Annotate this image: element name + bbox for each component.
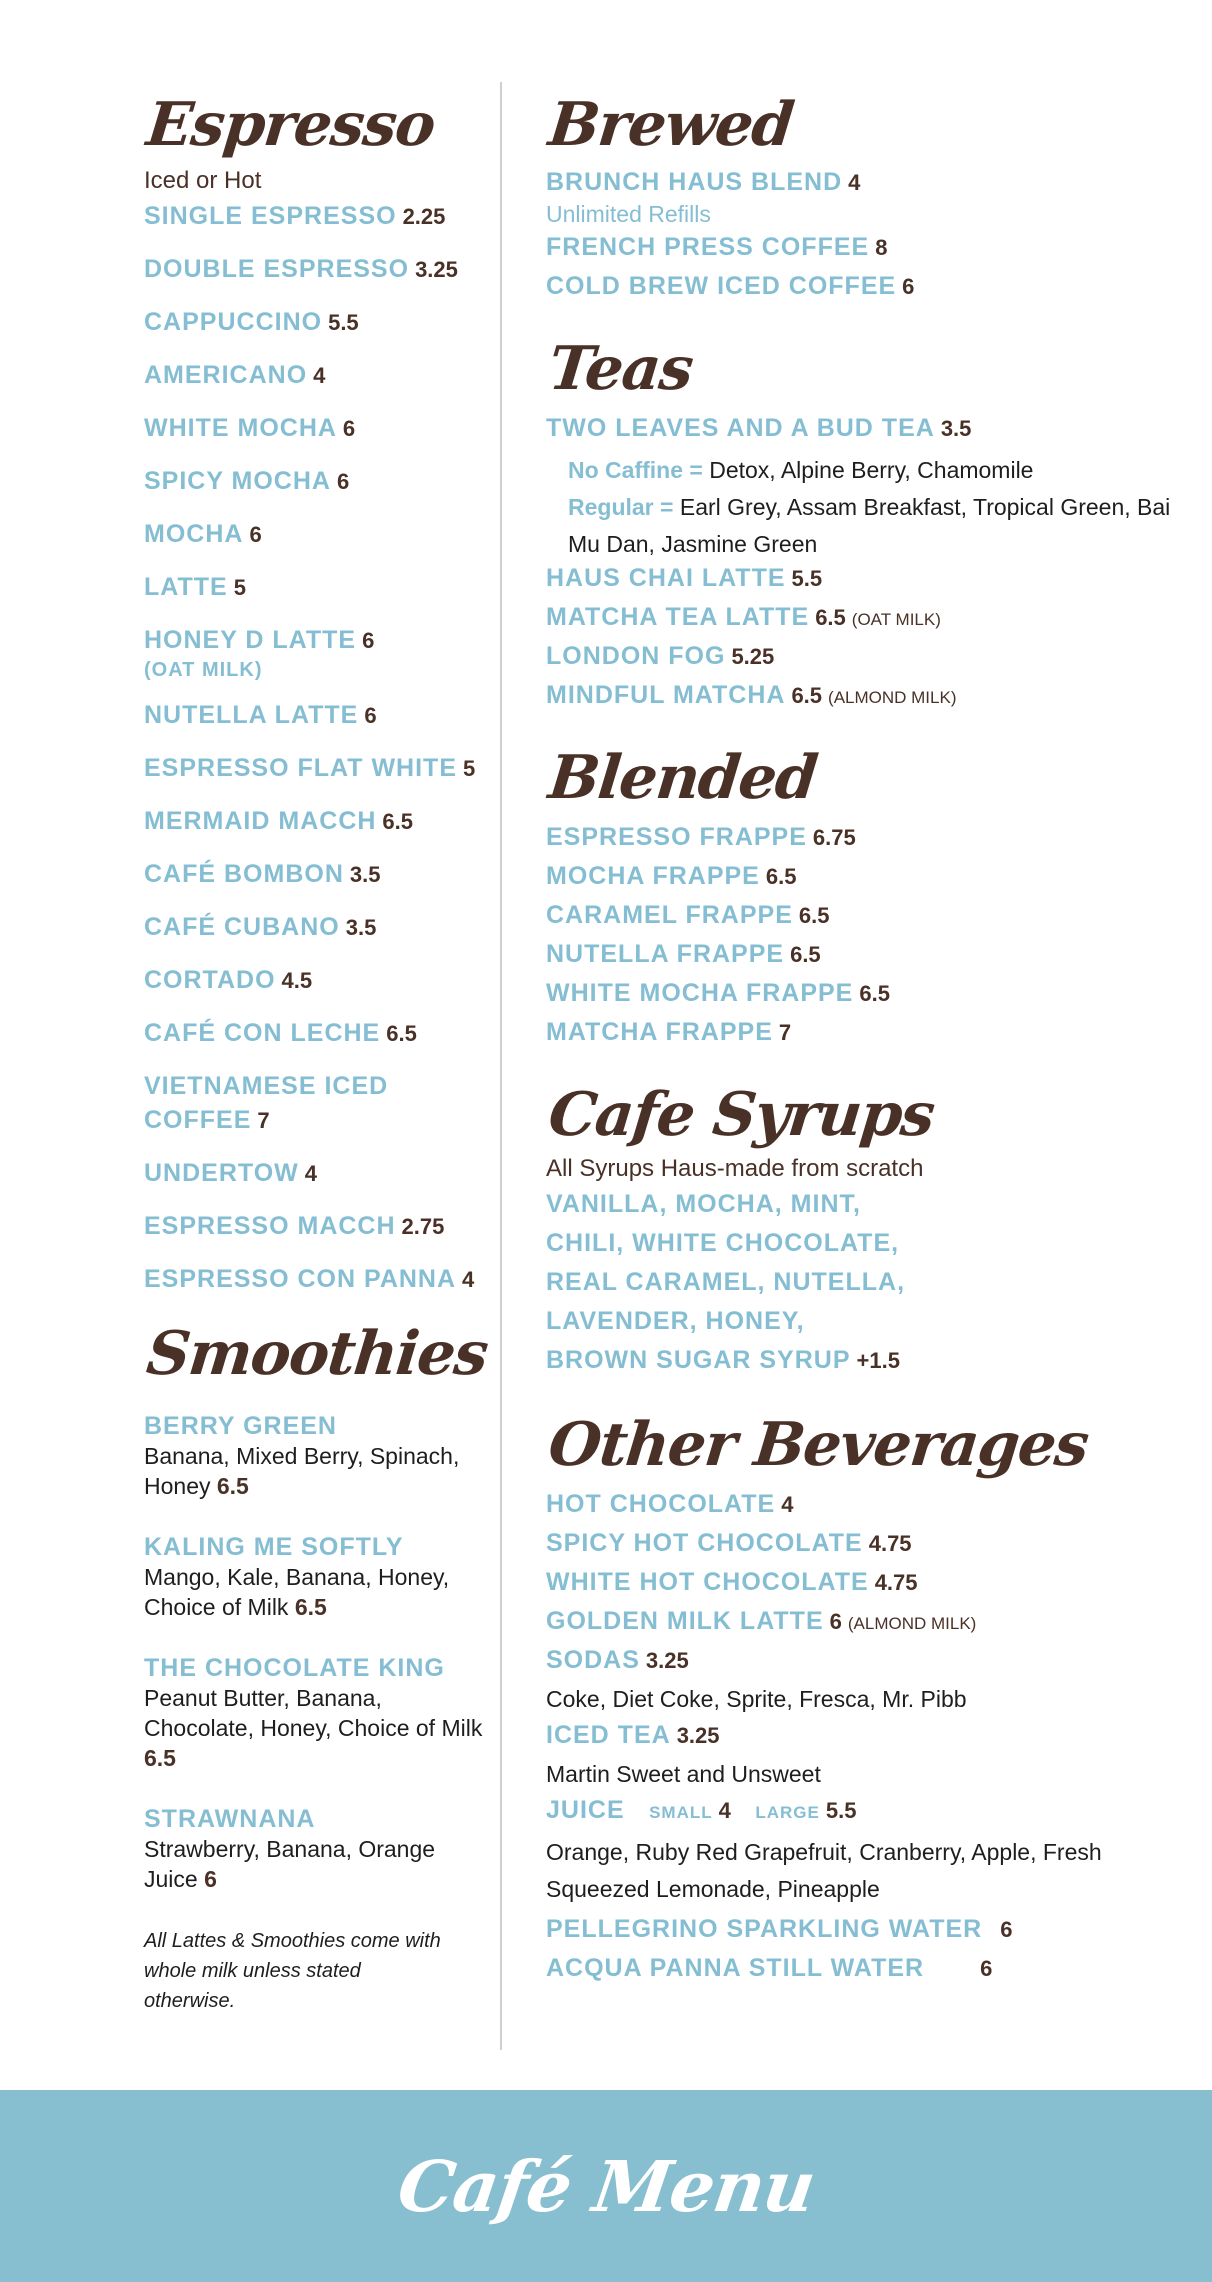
menu-item — [546, 1606, 1186, 1640]
large-label: LARGE — [755, 1803, 820, 1822]
smoothie-desc — [144, 1441, 489, 1501]
banner-title: Café Menu — [392, 2144, 820, 2228]
item-name: ESPRESSO FLAT WHITE — [144, 754, 457, 782]
item-name: MOCHA FRAPPE — [546, 862, 760, 890]
item-name: SPICY HOT CHOCOLATE — [546, 1529, 863, 1557]
item-price: 6 — [336, 469, 350, 494]
item-name: CAPPUCCINO — [144, 308, 323, 336]
syrup-line — [546, 1228, 1186, 1262]
menu-item — [546, 1720, 1186, 1754]
item-price: 3.25 — [676, 1723, 720, 1748]
item-name: HONEY D LATTE — [144, 626, 357, 654]
item-name: GOLDEN MILK LATTE — [546, 1607, 824, 1635]
item-name: CAFÉ CUBANO — [144, 913, 340, 941]
item-name: HOT CHOCOLATE — [546, 1490, 776, 1518]
item-price: 2.75 — [401, 1214, 445, 1239]
item-name: JUICE — [546, 1796, 625, 1824]
item-name: DOUBLE ESPRESSO — [144, 255, 410, 283]
item-name: TWO LEAVES AND A BUD TEA — [546, 414, 935, 442]
item-name: MERMAID MACCH — [144, 807, 377, 835]
brewed-heading: Brewed — [545, 90, 797, 160]
item-price: 6 — [249, 522, 262, 547]
item-name: WHITE MOCHA — [144, 414, 337, 442]
item-name: WHITE HOT CHOCOLATE — [546, 1568, 869, 1596]
no-caffine-list: Detox, Alpine Berry, Chamomile — [709, 457, 1034, 483]
syrups-subtitle: All Syrups Haus-made from scratch — [546, 1155, 924, 1182]
item-price: 6 — [829, 1609, 842, 1634]
item-price: 6 — [362, 628, 375, 653]
item-price: 6 — [364, 703, 377, 728]
menu-item — [144, 413, 489, 447]
item-price: 4 — [313, 363, 326, 388]
item-price: 6.75 — [812, 825, 856, 850]
item-price: 5.25 — [731, 644, 775, 669]
sodas-desc: Coke, Diet Coke, Sprite, Fresca, Mr. Pibb — [546, 1686, 967, 1712]
smoothie-price: 6.5 — [144, 1745, 176, 1771]
item-name: MOCHA — [144, 520, 244, 548]
syrup-price: +1.5 — [856, 1348, 900, 1373]
item-name: CAFÉ BOMBON — [144, 860, 344, 888]
item-price: 6.5 — [765, 864, 797, 889]
no-caffine-teas — [546, 452, 1186, 489]
smoothie-list — [144, 1412, 489, 1894]
item-name: MINDFUL MATCHA — [546, 681, 786, 709]
item-price: 3.5 — [940, 416, 972, 441]
menu-item — [144, 859, 489, 893]
item-price: 5.5 — [791, 566, 823, 591]
item-price: 4 — [462, 1267, 475, 1292]
footnote: All Lattes & Smoothies come with whole milk unless stated otherwise. — [144, 1930, 441, 2012]
item-price: 6.5 — [386, 1021, 417, 1046]
blended-list — [546, 822, 1186, 1051]
item-name: ESPRESSO MACCH — [144, 1212, 396, 1240]
menu-item — [546, 900, 1186, 934]
teas-items — [546, 563, 1186, 714]
large-price: 5.5 — [825, 1798, 857, 1823]
menu-item — [144, 360, 489, 394]
regular-label: Regular = — [568, 494, 674, 520]
menu-item — [144, 572, 489, 606]
item-name: ESPRESSO FRAPPE — [546, 823, 807, 851]
syrup-line — [546, 1306, 1186, 1340]
smoothie-name: KALING ME SOFTLY — [144, 1533, 404, 1561]
smoothie-item — [144, 1805, 489, 1894]
item-price: 4 — [304, 1161, 318, 1186]
menu-item — [144, 625, 489, 681]
footer-banner — [0, 2090, 1212, 2282]
menu-item — [144, 806, 489, 840]
syrup-line — [546, 1267, 1186, 1301]
item-price: 7 — [778, 1020, 792, 1045]
smoothie-name: STRAWNANA — [144, 1805, 316, 1833]
menu-item — [546, 1953, 1186, 1987]
item-name: VIETNAMESE ICED COFFEE — [144, 1072, 389, 1134]
other-heading: Other Beverages — [545, 1410, 1091, 1480]
menu-item — [546, 1795, 1186, 1829]
item-name: MATCHA TEA LATTE — [546, 603, 810, 631]
menu-item — [144, 1018, 489, 1052]
menu-item — [144, 519, 489, 553]
menu-item — [546, 861, 1186, 895]
item-name: SODAS — [546, 1646, 640, 1674]
menu-item — [546, 1914, 1186, 1948]
smoothie-ingredients: Strawberry, Banana, Orange Juice — [144, 1836, 436, 1892]
item-name: ACQUA PANNA STILL WATER — [546, 1954, 925, 1982]
menu-item — [144, 254, 489, 288]
item-name: MATCHA FRAPPE — [546, 1018, 773, 1046]
menu-item — [144, 201, 489, 235]
item-name: LONDON FOG — [546, 642, 726, 670]
syrup-flavors: REAL CARAMEL, NUTELLA, — [546, 1268, 906, 1296]
right-column — [545, 90, 1186, 1992]
item-price: 5 — [463, 756, 476, 781]
syrup-flavors: VANILLA, MOCHA, MINT, — [546, 1190, 861, 1218]
menu-item — [546, 232, 1186, 266]
item-price: 4.75 — [874, 1570, 918, 1595]
item-price: 6 — [902, 274, 915, 299]
menu-item — [546, 563, 1186, 597]
item-price: 6.5 — [382, 809, 414, 834]
smoothie-price: 6 — [204, 1866, 217, 1892]
smoothie-desc — [144, 1562, 489, 1622]
smoothie-price: 6.5 — [294, 1594, 327, 1620]
menu-item — [546, 680, 1186, 714]
menu-item — [546, 978, 1186, 1012]
milk-note: (OAT MILK) — [851, 610, 941, 629]
item-name: CAFÉ CON LECHE — [144, 1019, 381, 1047]
item-name: PELLEGRINO SPARKLING WATER — [546, 1915, 983, 1943]
smoothie-item — [144, 1412, 489, 1501]
regular-list: Earl Grey, Assam Breakfast, Tropical Green, Bai Mu Dan, Jasmine Green — [568, 494, 1171, 557]
menu-item — [546, 822, 1186, 856]
item-price: 6.5 — [859, 981, 890, 1006]
item-price: 3.25 — [415, 257, 458, 282]
left-column — [143, 90, 491, 2016]
menu-item — [546, 413, 1186, 447]
blended-heading: Blended — [545, 743, 820, 813]
item-name: COLD BREW ICED COFFEE — [546, 272, 897, 300]
item-price: 2.25 — [402, 204, 446, 229]
syrups-heading: Cafe Syrups — [545, 1080, 938, 1150]
item-price: 5 — [233, 575, 246, 600]
item-price: 4.75 — [868, 1531, 912, 1556]
item-name: HAUS CHAI LATTE — [546, 564, 786, 592]
menu-item — [144, 1211, 489, 1245]
item-name: UNDERTOW — [144, 1159, 299, 1187]
juice-desc: Orange, Ruby Red Grapefruit, Cranberry, Apple, Fresh Squeezed Lemonade, Pineapple — [546, 1839, 1102, 1902]
menu-item — [144, 700, 489, 734]
item-price: 8 — [875, 235, 888, 260]
item-price: 6.5 — [798, 903, 830, 928]
smoothies-heading: Smoothies — [143, 1319, 491, 1389]
item-name: AMERICANO — [144, 361, 308, 389]
item-name: WHITE MOCHA FRAPPE — [546, 979, 854, 1007]
item-name: LATTE — [144, 573, 228, 601]
syrup-flavors: LAVENDER, HONEY, — [546, 1307, 805, 1335]
item-name: SINGLE ESPRESSO — [144, 202, 397, 230]
syrup-line — [546, 1189, 1186, 1223]
item-price: 3.5 — [345, 915, 377, 940]
syrup-line — [546, 1345, 1186, 1379]
other-list — [546, 1489, 1186, 1987]
milk-note: (OAT MILK) — [144, 659, 263, 681]
item-name: BRUNCH HAUS BLEND — [546, 168, 843, 196]
menu-item — [144, 912, 489, 946]
menu-item — [546, 602, 1186, 636]
item-price: 4 — [781, 1492, 794, 1517]
regular-teas — [546, 489, 1186, 563]
menu-item — [144, 965, 489, 999]
item-price: 6 — [980, 1956, 993, 1981]
smoothie-price: 6.5 — [216, 1473, 249, 1499]
refill-note: Unlimited Refills — [546, 201, 711, 227]
menu-item — [546, 167, 1186, 227]
item-name: CARAMEL FRAPPE — [546, 901, 793, 929]
smoothie-ingredients: Banana, Mixed Berry, Spinach, Honey — [144, 1443, 460, 1499]
item-name: NUTELLA LATTE — [144, 701, 359, 729]
item-price: 4 — [848, 170, 861, 195]
menu-item — [546, 1645, 1186, 1679]
item-price: 4.5 — [281, 968, 313, 993]
menu-item — [144, 1158, 489, 1192]
item-price: 6.5 — [815, 605, 846, 630]
menu-item — [144, 753, 489, 787]
item-price: 6 — [342, 416, 356, 441]
item-price: 6.5 — [790, 942, 821, 967]
menu-item — [144, 466, 489, 500]
small-price: 4 — [718, 1798, 731, 1823]
syrup-flavors: BROWN SUGAR SYRUP — [546, 1346, 851, 1374]
item-name: CORTADO — [144, 966, 276, 994]
menu-item — [144, 1264, 489, 1298]
smoothie-ingredients: Peanut Butter, Banana, Chocolate, Honey, Choice of Milk — [144, 1685, 483, 1741]
iced-tea-desc: Martin Sweet and Unsweet — [546, 1761, 821, 1787]
teas-list — [546, 413, 1186, 714]
menu-item — [144, 307, 489, 341]
item-name: ICED TEA — [546, 1721, 671, 1749]
item-price: 7 — [257, 1108, 270, 1133]
smoothie-ingredients: Mango, Kale, Banana, Honey, Choice of Milk — [144, 1564, 450, 1620]
espresso-heading: Espresso — [143, 90, 438, 160]
brewed-list — [546, 167, 1186, 305]
menu-item — [546, 939, 1186, 973]
item-name: NUTELLA FRAPPE — [546, 940, 785, 968]
column-divider — [500, 82, 502, 2050]
espresso-list — [144, 201, 489, 1298]
item-name: ESPRESSO CON PANNA — [144, 1265, 457, 1293]
item-price: 3.5 — [349, 862, 381, 887]
item-price: 6 — [1000, 1917, 1013, 1942]
small-label: SMALL — [649, 1803, 713, 1822]
smoothie-desc — [144, 1683, 489, 1773]
teas-heading: Teas — [545, 334, 696, 404]
menu-item — [546, 1528, 1186, 1562]
item-price: 3.25 — [645, 1648, 689, 1673]
menu-item — [546, 641, 1186, 675]
item-name: SPICY MOCHA — [144, 467, 331, 495]
smoothie-name: THE CHOCOLATE KING — [144, 1654, 445, 1682]
menu-item — [546, 271, 1186, 305]
no-caffine-label: No Caffine = — [568, 457, 703, 483]
menu-item — [546, 1567, 1186, 1601]
menu-item — [546, 1017, 1186, 1051]
menu-item — [546, 1489, 1186, 1523]
smoothie-desc — [144, 1834, 489, 1894]
item-price: 5.5 — [328, 310, 359, 335]
syrup-flavors: CHILI, WHITE CHOCOLATE, — [546, 1229, 900, 1257]
milk-note: (ALMOND MILK) — [847, 1614, 977, 1633]
milk-note: (ALMOND MILK) — [828, 688, 957, 707]
smoothie-item — [144, 1654, 489, 1773]
menu-item — [144, 1071, 489, 1139]
item-name: FRENCH PRESS COFFEE — [546, 233, 870, 261]
smoothie-name: BERRY GREEN — [144, 1412, 337, 1440]
syrup-list — [546, 1189, 1186, 1379]
espresso-subtitle: Iced or Hot — [144, 167, 262, 194]
item-price: 6.5 — [791, 683, 823, 708]
smoothie-item — [144, 1533, 489, 1622]
